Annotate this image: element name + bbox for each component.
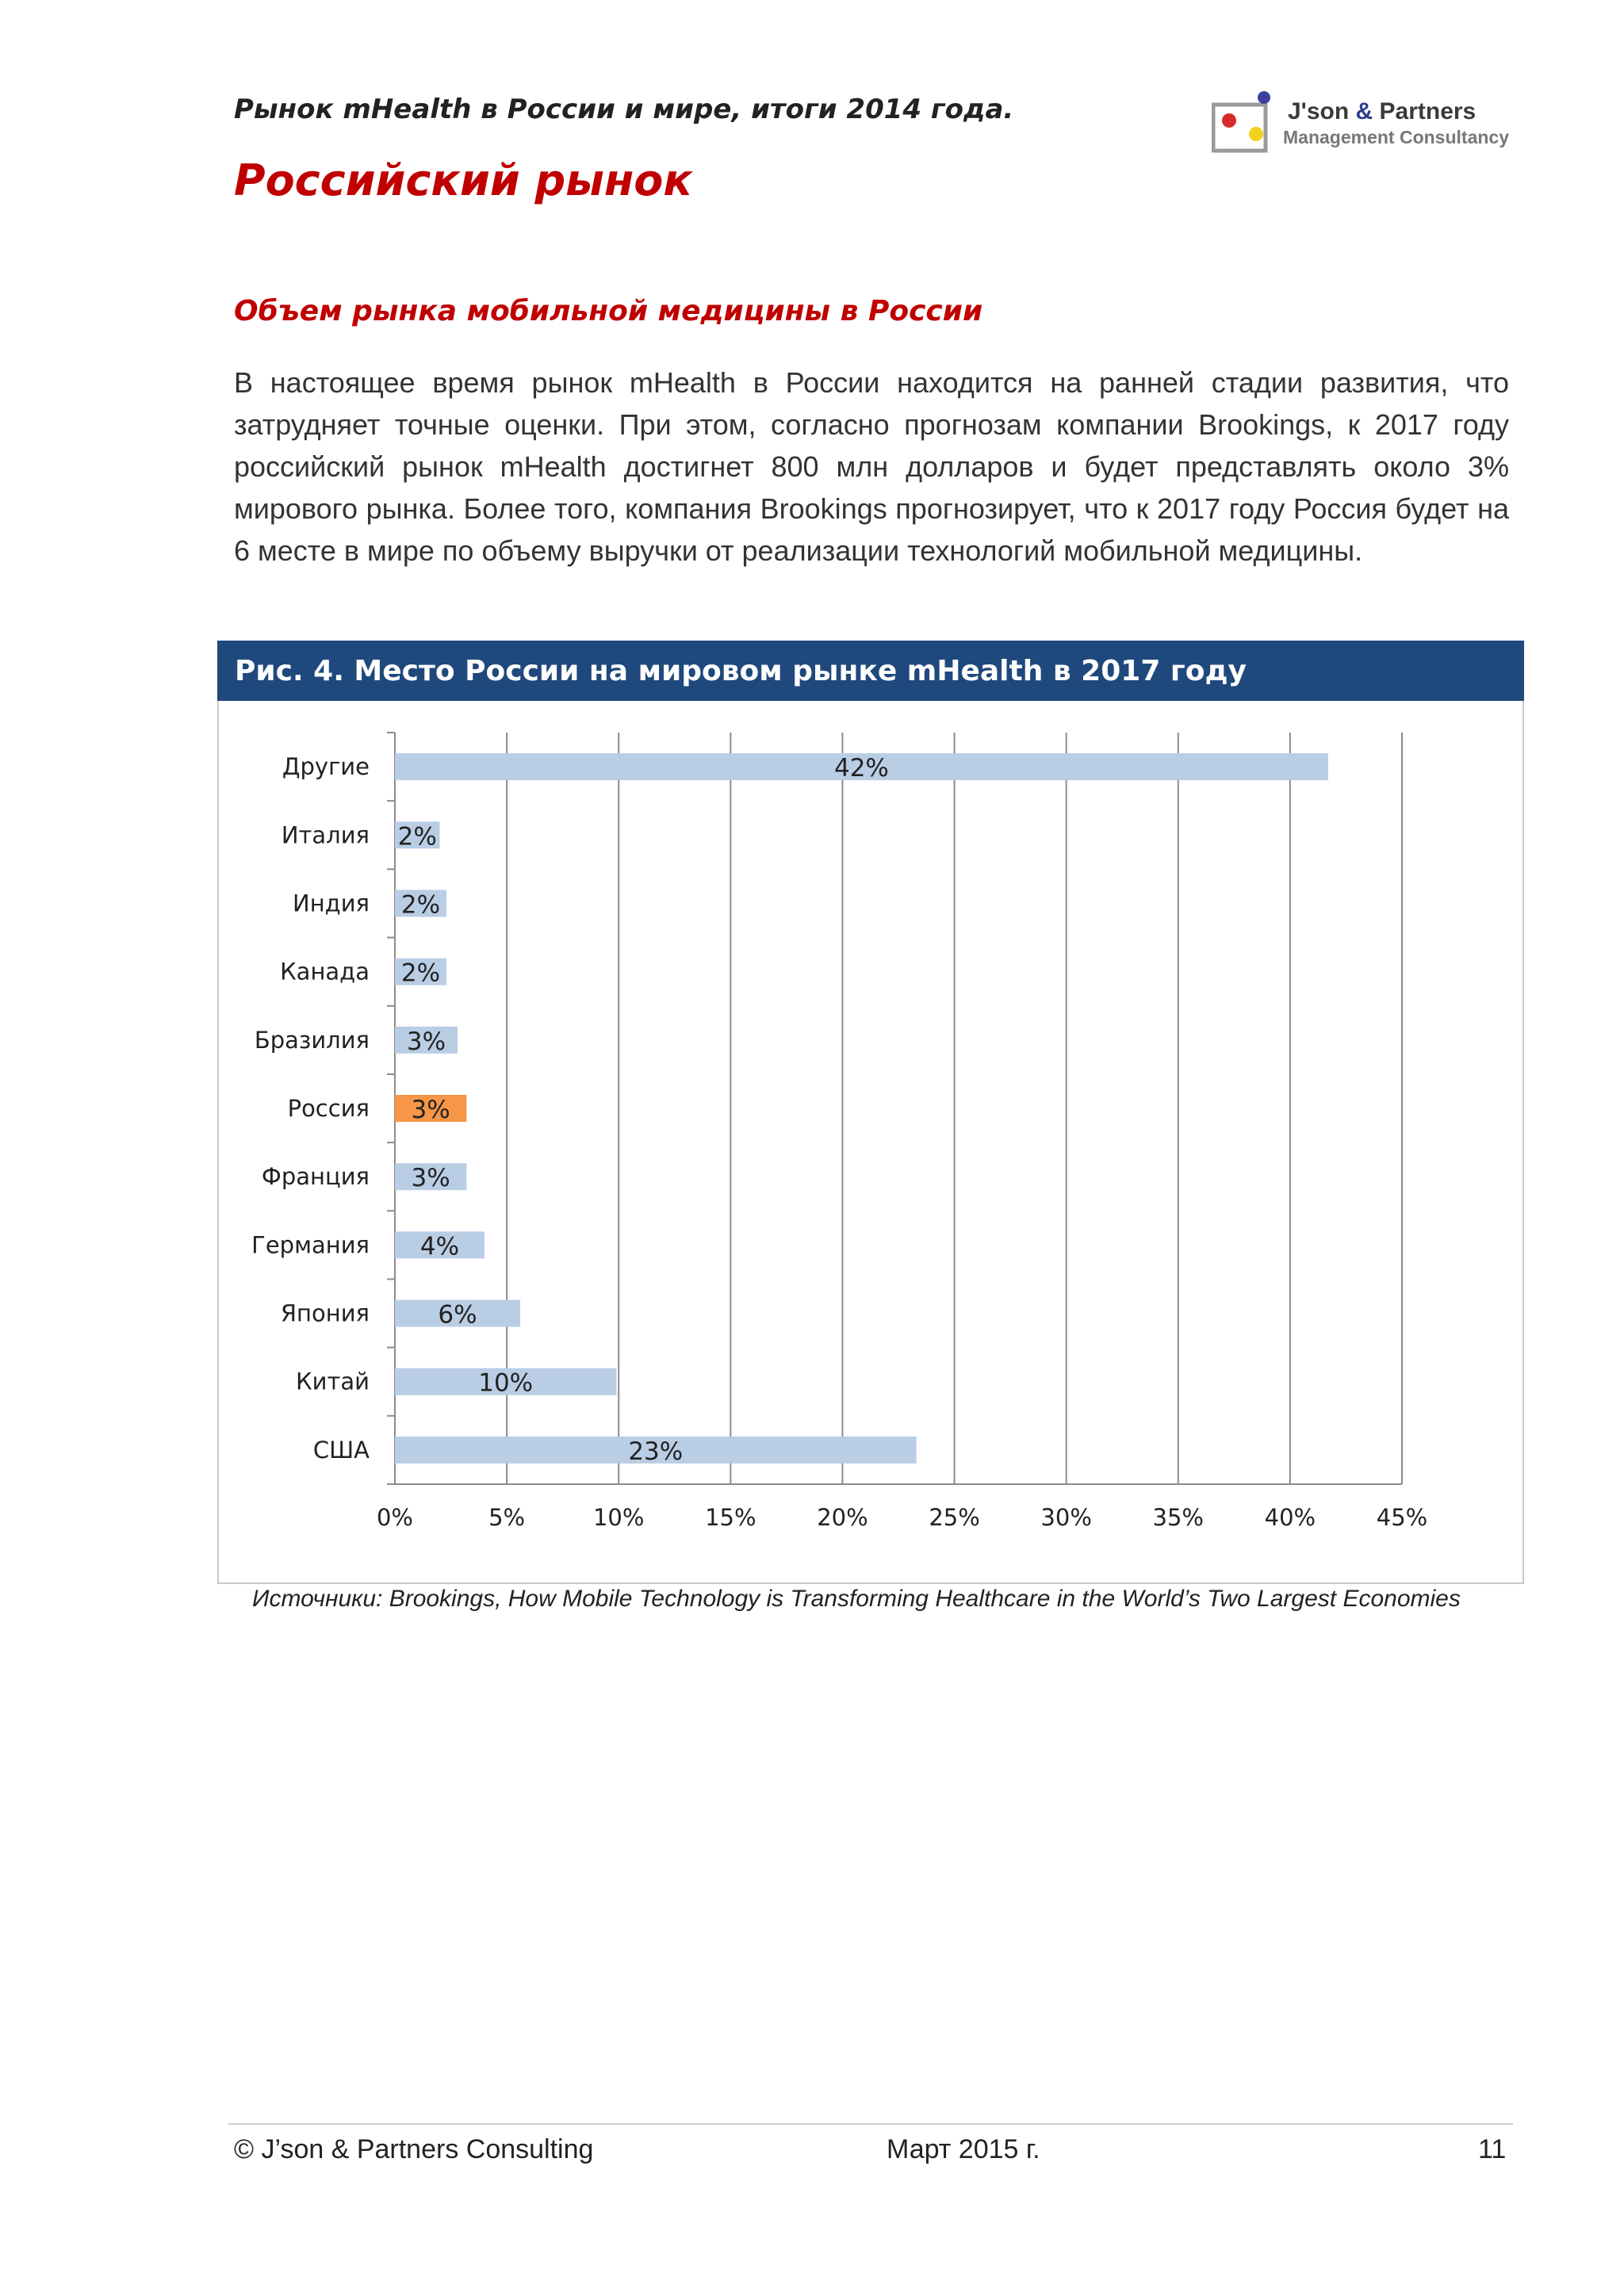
x-tick-label: 20%	[817, 1504, 868, 1531]
footer-copyright: © J’son & Partners Consulting	[234, 2134, 594, 2164]
data-label: 42%	[833, 754, 889, 783]
logo-subtitle: Management Consultancy	[1283, 127, 1509, 147]
x-tick-label: 10%	[592, 1504, 645, 1531]
data-label: 4%	[419, 1232, 460, 1261]
x-tick-label: 40%	[1264, 1504, 1316, 1531]
body-paragraph: В настоящее время рынок mHealth в России находится на ранней стадии развития, что затрудняет точные оценки. При этом, согласно прогнозам компании Brookings, к 2017 году российский рынок mHealth достигнет 800 млн долларов и будет представлять около 3% мирового рынка. Более того, компания Brookings прогнозирует, что к 2017 году Россия будет на 6 месте в мире по объему выручки от реализации технологий мобильной медицины.	[234, 366, 1509, 567]
category-label: Италия	[281, 821, 370, 849]
data-label: 2%	[400, 959, 441, 988]
x-tick-label: 30%	[1040, 1504, 1092, 1531]
x-tick-label: 15%	[705, 1504, 756, 1531]
subsection-title: Объем рынка мобильной медицины в России	[234, 295, 983, 327]
data-label: 2%	[400, 890, 441, 920]
logo-ampersand: &	[1355, 98, 1373, 124]
data-label: 3%	[411, 1096, 450, 1124]
figure-title: Рис. 4. Место России на мировом рынке mHealth в 2017 году	[235, 655, 1247, 687]
page-number: 11	[1478, 2134, 1507, 2164]
x-tick-label: 45%	[1376, 1504, 1428, 1531]
x-tick-label: 25%	[929, 1504, 980, 1531]
figure-source: Источники: Brookings, How Mobile Technology is Transforming Healthcare in the World’s Two Largest Economies	[252, 1586, 1461, 1612]
data-label: 2%	[397, 822, 437, 851]
category-label: Китай	[296, 1368, 370, 1395]
category-label: Германия	[251, 1231, 370, 1259]
logo-wordmark	[1288, 98, 1476, 125]
logo-yellow-dot	[1249, 127, 1263, 141]
category-label: Индия	[293, 890, 370, 917]
logo-name: J'son	[1288, 98, 1350, 124]
data-label: 3%	[406, 1027, 446, 1056]
section-title: Российский рынок	[234, 155, 693, 205]
x-tick-label: 35%	[1152, 1504, 1205, 1531]
category-label: Канада	[280, 958, 370, 985]
logo-partners: Partners	[1379, 98, 1477, 124]
category-label: США	[312, 1436, 370, 1464]
x-tick-label: 5%	[488, 1504, 526, 1531]
category-label: Япония	[280, 1299, 370, 1327]
logo-red-dot	[1222, 113, 1236, 128]
category-label: Франция	[261, 1163, 370, 1191]
logo-blue-dot	[1258, 91, 1270, 104]
category-label: Бразилия	[254, 1026, 370, 1054]
category-label: Другие	[282, 753, 370, 781]
footer-divider	[228, 2123, 1513, 2125]
x-tick-label: 0%	[376, 1504, 414, 1531]
category-label: Россия	[287, 1095, 370, 1122]
footer-date: Март 2015 г.	[887, 2134, 1040, 2164]
data-label: 10%	[478, 1368, 534, 1398]
bar-chart	[217, 701, 1524, 1581]
data-label: 6%	[438, 1300, 477, 1330]
data-label: 3%	[411, 1164, 450, 1193]
data-label: 23%	[628, 1437, 684, 1466]
document-title: Рынок mHealth в России и мире, итоги 2014 года.	[234, 94, 1014, 125]
